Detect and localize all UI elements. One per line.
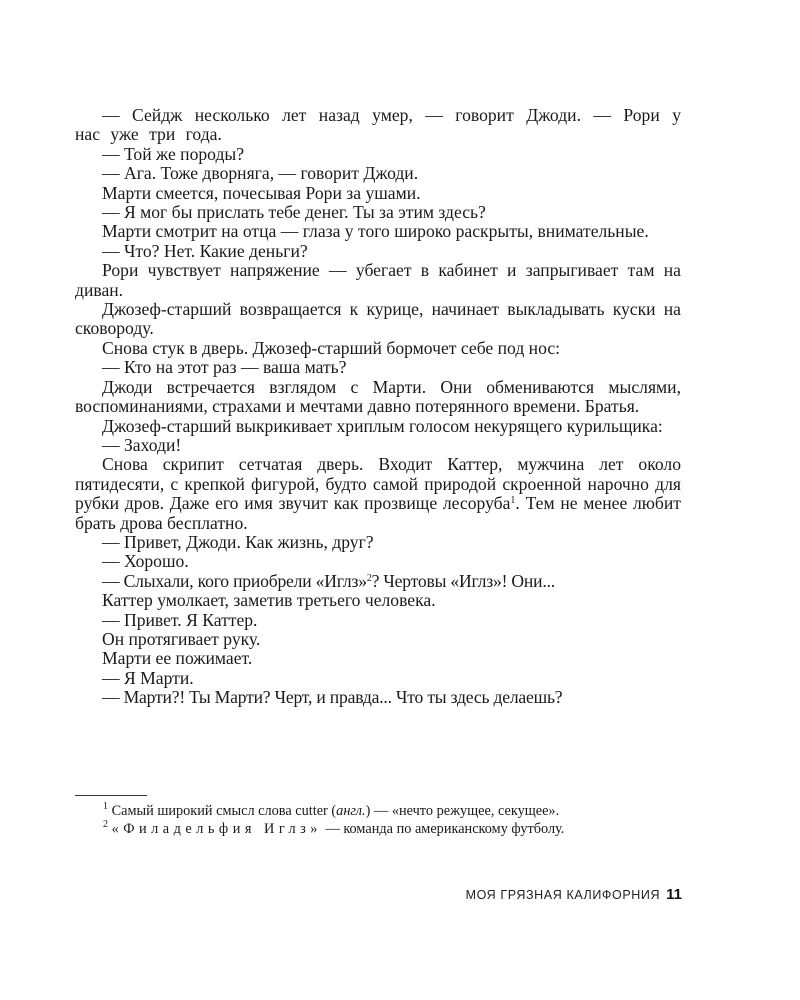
paragraph: Джоди встречается взглядом с Марти. Они обмениваются мыслями, воспоминаниями, страхами и мечтами давно потерянного времени. Братья. (75, 376, 681, 417)
footnote-italic: англ. (336, 803, 366, 819)
paragraph: — Сейдж несколько лет назад умер, — говорит Джоди. — Рори у нас уже три года. (75, 105, 681, 145)
footnote-divider (75, 795, 147, 796)
paragraph-eagles (75, 572, 681, 591)
paragraph-text: . Тем не менее любит брать дрова бесплатно. (75, 493, 681, 533)
paragraph: Марти смеется, почесывая Рори за ушами. (102, 182, 421, 203)
footnote-ref-2: 2 (366, 572, 372, 584)
footnotes (75, 802, 681, 838)
paragraph: Он протягивает руку. (102, 628, 261, 649)
paragraph: — Я мог бы прислать тебе денег. Ты за этим здесь? (102, 202, 486, 223)
footnote-1 (75, 802, 681, 820)
paragraph: Марти ее пожимает. (102, 648, 253, 669)
footnote-marker-1: 1 (103, 801, 108, 812)
paragraph-text: ? Чертовы «Иглз»! Они... (371, 570, 555, 591)
paragraph: Рори чувствует напряжение — убегает в кабинет и запрыгивает там на диван. (75, 260, 681, 300)
paragraph-cutter-entrance (75, 455, 681, 533)
footnote-text: — команда по американскому футболу. (321, 821, 565, 837)
paragraph: Джозеф-старший выкрикивает хриплым голосом некурящего курильщика: (102, 415, 663, 436)
paragraph: Каттер умолкает, заметив третьего человека. (102, 590, 436, 611)
paragraph-text: Снова скрипит сетчатая дверь. Входит Каттер, мужчина лет около пятидесяти, с крепкой фигурой, будто самой природой скроенной нарочно для рубки дров. Даже его имя звучит как прозвище лесоруба (75, 454, 681, 514)
paragraph: Снова стук в дверь. Джозеф-старший бормочет себе под нос: (102, 337, 561, 358)
running-footer (380, 886, 682, 904)
paragraph: — Ага. Тоже дворняга, — говорит Джоди. (102, 163, 419, 184)
paragraph: — Привет. Я Каттер. (102, 609, 258, 630)
footnote-2 (75, 820, 681, 838)
paragraph: — Той же породы? (102, 143, 245, 164)
footnote-ref-1: 1 (510, 495, 516, 507)
page-number: 11 (666, 886, 682, 903)
paragraph: — Что? Нет. Какие деньги? (102, 240, 308, 261)
paragraph: Марти смотрит на отца — глаза у того широко раскрыты, внимательные. (102, 221, 649, 242)
footnote-text: Самый широкий смысл слова cutter ( (108, 803, 337, 819)
paragraph: Джозеф-старший возвращается к курице, начинает выкладывать куски на сковороду. (75, 299, 681, 339)
paragraph: — Марти?! Ты Марти? Черт, и правда... Что ты здесь делаешь? (102, 687, 563, 708)
paragraph-text: — Слыхали, кого приобрели «Иглз» (102, 570, 367, 591)
running-title: МОЯ ГРЯЗНАЯ КАЛИФОРНИЯ (465, 888, 661, 902)
paragraph: — Хорошо. (102, 551, 189, 572)
footnote-spaced-title: «Филадельфия Иглз» (111, 821, 322, 837)
paragraph: — Кто на этот раз — ваша мать? (102, 357, 347, 378)
paragraph: — Заходи! (102, 434, 182, 455)
paragraph: — Я Марти. (102, 667, 194, 688)
paragraph: — Привет, Джоди. Как жизнь, друг? (102, 531, 374, 552)
footnote-marker-2: 2 (103, 819, 108, 830)
main-text (75, 106, 681, 708)
footnote-text: ) — «нечто режущее, секущее». (365, 803, 560, 819)
